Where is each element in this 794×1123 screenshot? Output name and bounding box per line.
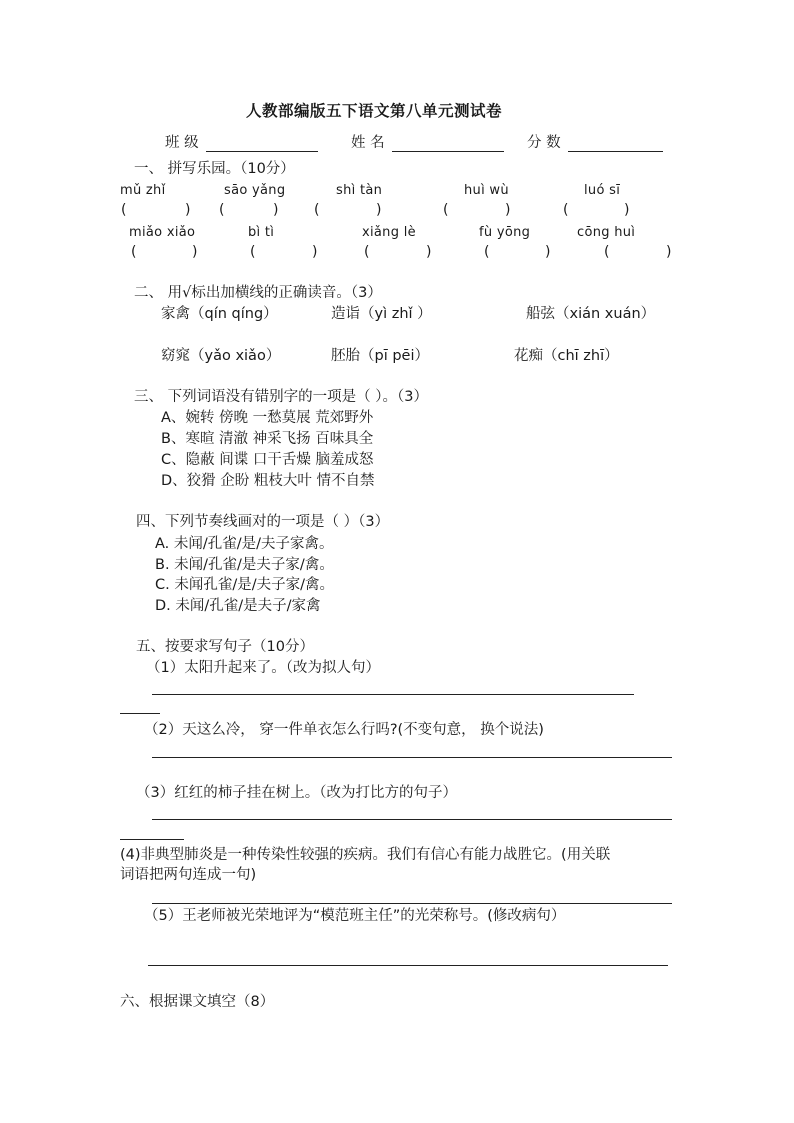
sentence-question: （5）王老师被光荣地评为“模范班主任”的光荣称号。(修改病句）	[144, 908, 566, 924]
section-6-heading: 六、根据课文填空（8）	[120, 994, 275, 1010]
section-2-heading: 二、 用√标出加横线的正确读音。（3）	[134, 285, 382, 301]
reading-item: 造诣（yì zhǐ ）	[331, 306, 432, 322]
section-5-heading: 五、按要求写句子（10分）	[136, 639, 314, 655]
answer-bracket-open: (	[604, 244, 610, 260]
answer-bracket-open: (	[563, 202, 569, 218]
answer-bracket-close: )	[666, 244, 672, 260]
answer-bracket-close: )	[505, 202, 511, 218]
choice-option[interactable]: C、隐蔽 间谍 口干舌燥 脑羞成怒	[161, 452, 374, 468]
answer-line[interactable]	[120, 839, 184, 840]
answer-bracket-close: )	[426, 244, 432, 260]
choice-option[interactable]: C. 未闻孔雀/是/夫子家/禽。	[155, 577, 334, 593]
choice-option[interactable]: D、狡猾 企盼 粗枝大叶 情不自禁	[161, 473, 375, 489]
reading-item: 胚胎（pī pēi）	[331, 348, 429, 364]
score-field[interactable]	[568, 151, 663, 152]
pinyin-item: fù yōng	[479, 225, 531, 240]
choice-option[interactable]: B. 未闻/孔雀/是夫子家/禽。	[155, 557, 334, 573]
section-3-heading: 三、 下列词语没有错别字的一项是（ ）。（3）	[134, 389, 428, 405]
pinyin-item: shì tàn	[336, 183, 383, 198]
answer-line[interactable]	[152, 694, 634, 695]
pinyin-item: bì tì	[248, 225, 275, 240]
answer-bracket-open: (	[121, 202, 127, 218]
answer-bracket-open: (	[250, 244, 256, 260]
choice-option[interactable]: D. 未闻/孔雀/是夫子/家禽	[155, 598, 321, 614]
score-label: 分 数	[527, 135, 561, 151]
answer-bracket-close: )	[624, 202, 630, 218]
answer-bracket-close: )	[312, 244, 318, 260]
answer-bracket-close: )	[185, 202, 191, 218]
sentence-question: （3）红红的柿子挂在树上。（改为打比方的句子）	[136, 785, 457, 801]
answer-line[interactable]	[152, 819, 672, 820]
reading-item: 家禽（qín qíng）	[161, 306, 278, 322]
reading-item: 船弦（xián xuán）	[526, 306, 656, 322]
reading-item: 窈窕（yǎo xiǎo）	[161, 348, 281, 364]
name-label: 姓 名	[351, 135, 385, 151]
pinyin-item: luó sī	[584, 183, 621, 198]
reading-item: 花痴（chī zhī）	[514, 348, 619, 364]
pinyin-item: huì wù	[464, 183, 509, 198]
section-1-heading: 一、 拼写乐园。（10分）	[134, 161, 295, 177]
sentence-question: （2）天这么冷， 穿一件单衣怎么行吗?(不变句意， 换个说法)	[144, 722, 544, 738]
choice-option[interactable]: A. 未闻/孔雀/是/夫子家禽。	[155, 536, 334, 552]
class-label: 班 级	[165, 135, 199, 151]
choice-option[interactable]: B、寒暄 清澈 神采飞扬 百味具全	[161, 431, 374, 447]
answer-bracket-open: (	[131, 244, 137, 260]
pinyin-item: mǔ zhǐ	[120, 183, 166, 198]
pinyin-item: sāo yǎng	[224, 183, 286, 198]
pinyin-item: xiǎng lè	[362, 225, 416, 240]
answer-line[interactable]	[148, 965, 668, 966]
answer-bracket-open: (	[314, 202, 320, 218]
sentence-question-cont: 词语把两句连成一句)	[120, 867, 257, 883]
answer-line[interactable]	[152, 903, 672, 904]
answer-bracket-close: )	[376, 202, 382, 218]
pinyin-item: miǎo xiǎo	[129, 225, 196, 240]
answer-bracket-open: (	[219, 202, 225, 218]
section-4-heading: 四、下列节奏线画对的一项是（ ）（3）	[136, 514, 390, 530]
class-field[interactable]	[206, 151, 318, 152]
answer-bracket-close: )	[545, 244, 551, 260]
answer-line[interactable]	[120, 713, 160, 714]
sentence-question: （1）太阳升起来了。（改为拟人句）	[146, 660, 380, 676]
choice-option[interactable]: A、婉转 傍晚 一愁莫展 荒郊野外	[161, 410, 374, 426]
answer-bracket-open: (	[364, 244, 370, 260]
pinyin-item: cōng huì	[577, 225, 636, 240]
sentence-question: (4)非典型肺炎是一种传染性较强的疾病。我们有信心有能力战胜它。(用关联	[120, 847, 611, 863]
page-title: 人教部编版五下语文第八单元测试卷	[246, 102, 503, 120]
answer-bracket-close: )	[273, 202, 279, 218]
answer-line[interactable]	[152, 757, 672, 758]
answer-bracket-open: (	[484, 244, 490, 260]
answer-bracket-open: (	[443, 202, 449, 218]
answer-bracket-close: )	[192, 244, 198, 260]
name-field[interactable]	[392, 151, 504, 152]
